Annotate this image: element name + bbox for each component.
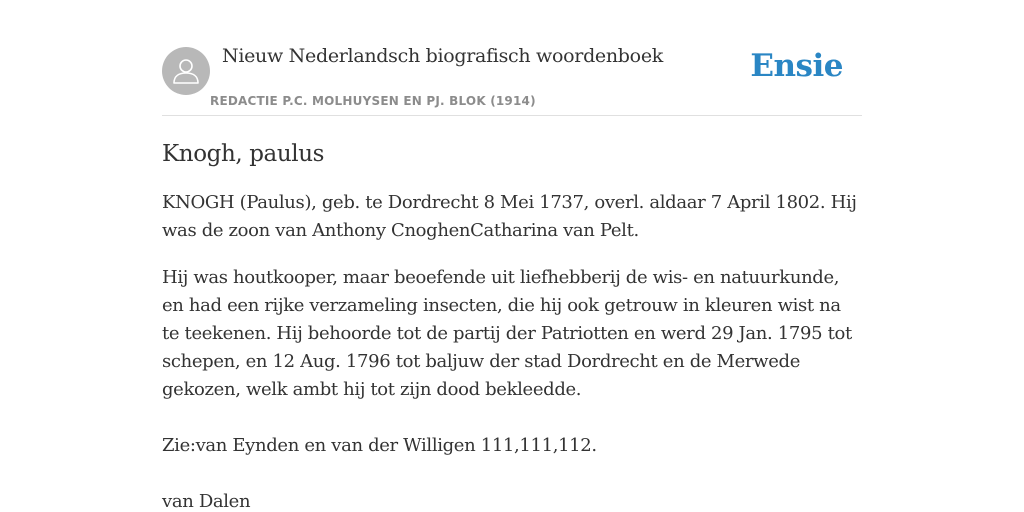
article bbox=[162, 138, 862, 512]
paragraph-break bbox=[162, 460, 862, 488]
article-paragraph: Hij was houtkooper, maar beoefende uit liefhebberij de wis- en natuurkunde, en had een rijke verzameling insecten, die hij ook getrouw in kleuren wist na te teekenen. Hij behoorde tot de partij der Patriotten en werd 29 Jan. 1795 tot schepen, en 12 Aug. 1796 tot baljuw der stad Dordrecht en de Merwede gekozen, welk ambt hij tot zijn dood bekleedde. bbox=[162, 267, 852, 400]
avatar[interactable] bbox=[162, 47, 210, 95]
paragraph-break bbox=[162, 404, 862, 432]
ensie-logo[interactable]: Ensie bbox=[750, 48, 843, 84]
article-paragraph: KNOGH (Paulus), geb. te Dordrecht 8 Mei 1737, overl. aldaar 7 April 1802. Hij was de zoon van Anthony CnoghenCatharina van Pelt. bbox=[162, 192, 857, 241]
entry-title: Knogh, paulus bbox=[162, 141, 325, 167]
article-author: van Dalen bbox=[162, 491, 251, 512]
user-icon bbox=[162, 47, 210, 95]
article-paragraph: Zie:van Eynden en van der Willigen 111,111,112. bbox=[162, 435, 597, 456]
header bbox=[162, 40, 862, 116]
book-subtitle: REDACTIE P.C. MOLHUYSEN EN PJ. BLOK (1914) bbox=[210, 94, 536, 108]
book-title[interactable]: Nieuw Nederlandsch biografisch woordenboek bbox=[222, 45, 663, 67]
